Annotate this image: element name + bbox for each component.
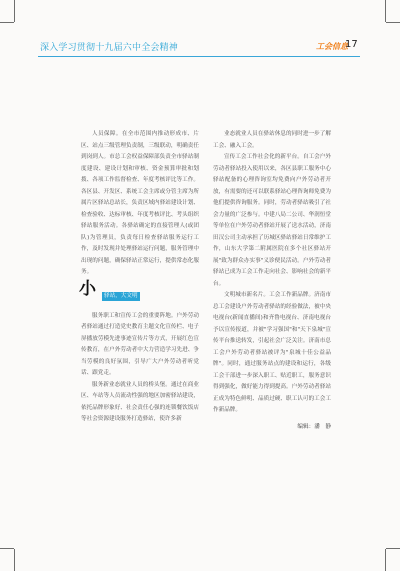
body-paragraph: 人员保障。在全市范围内推动形成市、片区、站点三级管理负责制，三级联动，明确责任到岗到人。市总工会权益保障部负责全市驿站制度建设、建设计划和审核、资金预算审批和划拨、各项工作监督检查、年度考核评比等工作。各区县、开发区、系统工会主席或分管主席为所属片区驿站总站长，负责区域内驿站建设计划、检查验收、达标审核、年度考核评比、考头组织驿站服务活动。各驿站确定的直接管理人(或团队)为管理员，负责每日检查驿站服务运行工作，及时发现并处理驿站运行问题，服务管理中出现的问题，确保驿站正常运行，提供常态化服务。 [81, 131, 199, 275]
running-header-title: 深入学习贯彻十九届六中全会精神 [40, 43, 179, 53]
crop-mark-top-left-v [14, 0, 15, 22]
crop-mark-bottom-left-v [14, 549, 15, 571]
left-text-column [81, 129, 199, 426]
section-subheading [79, 278, 199, 307]
editor-credit: 编辑：潘 静 [297, 423, 331, 430]
crop-mark-top-right-v [385, 0, 386, 22]
body-paragraph: 服务职工和宣传工会的重要阵地。户外劳动者驿站通过打造党史教育主题文化宣传栏、电子屏播放劳模先进事迹宣传片等方式，开展红色宣传教育，在户外劳动者中大力营造学习先进、争当劳模的良好氛围，引导广大户外劳动者听党话、跟党走。 [81, 312, 199, 376]
body-paragraph: 文明城市新名片。工会工作新品牌。济南市总工会建设户外劳动者驿站的经验做法，被中央电视台(新闻直播间)和齐鲁电视台、济南电视台予以宣传报道，并被"学习强国"和"天下泉城"宣传平台推送转发，引起社会广泛关注。济南市总工会户外劳动者驿站被评为"泉城十佳公益品牌"。同时，通过服务站点的建设和运行，各级工会干部进一步深入职工、贴近职工，服务意识得到强化，做好能力得到提高。户外劳动者驿站正成为特色鲜明、品质过硬、职工认可的工会工作新品牌。 [213, 292, 331, 413]
right-text-column [213, 129, 331, 433]
subheading-label: 驿站，大文明 [104, 292, 138, 299]
crop-mark-bottom-right-v [385, 549, 386, 571]
crop-mark-bottom-right-h [386, 548, 400, 549]
crop-mark-top-left-h [0, 22, 14, 23]
magazine-logo: 工会信息 [316, 42, 348, 51]
header-rule [38, 56, 360, 57]
subheading-large-char: 小 [79, 278, 96, 299]
body-paragraph: 业态就业人员在驿站休息的同时进一步了解工会、融入工会。 [213, 131, 331, 149]
page-number: 17 [345, 39, 358, 50]
body-paragraph: 宣传工会工作社会化的新平台。自工会户外劳动者驿站投入使用以来，各区县职工服务中心驿站配备的心理咨询室均免费向户外劳动者开放，有需要的还可以联系驿站心理咨询师免费为他们提供咨询服务。同时，劳动者驿站吸引了社会力量的广泛参与。中建八局二公司、华润恒堂等单位在户外劳动者驿站开展了送水活动，济南田汉公司主动承担了历城区驿站驿站日常维护工作，山东大学第二附属医院在多个社区驿站开展"致为群众办实事"义诊便民活动。户外劳动者驿站已成为工会工作走向社会、影响社会的新平台。 [213, 154, 331, 287]
crop-mark-top-right-h [386, 22, 400, 23]
crop-mark-bottom-left-h [0, 548, 14, 549]
body-paragraph: 服务新业态就业人员的桥头堡。通过在商业区、车站等人员流动性强的地区加密驿站建设，依托品牌形象好、社会责任心强的连锁餐饮饭店等社会资源建设服务打造驿站，使许多新 [81, 381, 199, 422]
